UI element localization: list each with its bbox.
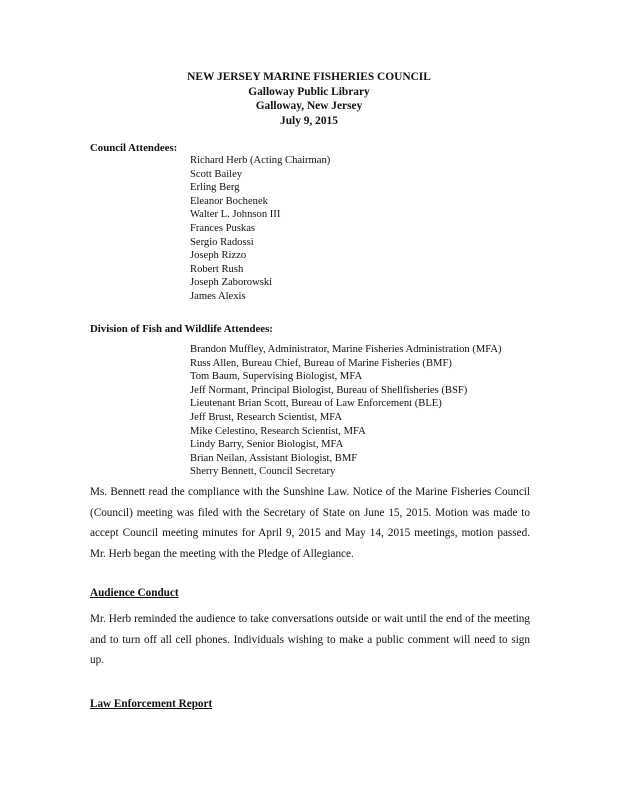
list-item: Russ Allen, Bureau Chief, Bureau of Marine Fisheries (BMF)	[190, 357, 452, 369]
list-item: Richard Herb (Acting Chairman)	[190, 155, 331, 166]
meeting-date: July 9, 2015	[280, 114, 338, 127]
list-item: Brian Neilan, Assistant Biologist, BMF	[190, 452, 358, 464]
list-item: Tom Baum, Supervising Biologist, MFA	[190, 371, 363, 383]
list-item: Sherry Bennett, Council Secretary	[190, 466, 336, 478]
division-attendees-label: Division of Fish and Wildlife Attendees:	[90, 323, 273, 335]
venue-location: Galloway, New Jersey	[255, 100, 363, 112]
audience-conduct-heading: Audience Conduct	[90, 587, 179, 599]
venue-name: Galloway Public Library	[248, 85, 370, 98]
list-item: Mike Celestino, Research Scientist, MFA	[190, 425, 366, 437]
audience-conduct-paragraph: Mr. Herb reminded the audience to take conversations outside or wait until the end of the meeting and to turn off all cell phones. Individuals wishing to make a public comment will need to sign up.	[90, 613, 530, 667]
division-attendees-list	[190, 343, 502, 479]
list-item: Eleanor Bochenek	[190, 195, 268, 207]
list-item: Joseph Rizzo	[190, 250, 247, 262]
list-item: James Alexis	[190, 290, 246, 302]
list-item: Robert Rush	[190, 263, 244, 275]
list-item: Sergio Radossi	[190, 236, 254, 248]
list-item: Erling Berg	[190, 182, 240, 194]
list-item: Lieutenant Brian Scott, Bureau of Law Enforcement (BLE)	[190, 398, 442, 410]
list-item: Lindy Barry, Senior Biologist, MFA	[190, 439, 344, 451]
list-item: Scott Bailey	[190, 168, 243, 180]
list-item: Joseph Zaborowski	[190, 277, 273, 289]
list-item: Frances Puskas	[190, 222, 256, 234]
list-item: Brandon Muffley, Administrator, Marine Fisheries Administration (MFA)	[190, 344, 502, 355]
list-item: Walter L. Johnson III	[190, 209, 281, 221]
council-attendees-list	[190, 154, 330, 304]
list-item: Jeff Brust, Research Scientist, MFA	[190, 411, 343, 423]
council-attendees-label: Council Attendees:	[90, 142, 178, 154]
council-name: NEW JERSEY MARINE FISHERIES COUNCIL	[187, 71, 431, 83]
law-enforcement-heading: Law Enforcement Report	[90, 698, 213, 710]
document-header	[0, 70, 618, 128]
intro-paragraph: Ms. Bennett read the compliance with the Sunshine Law. Notice of the Marine Fisheries Council (Council) meeting was filed with the Secretary of State on June 15, 2015. Motion was made to accept Council meeting minutes for April 9, 2015 and May 14, 2015 meetings, motion passed. Mr. Herb began the meeting with the Pledge of Allegiance.	[90, 486, 530, 560]
list-item: Jeff Normant, Principal Biologist, Bureau of Shellfisheries (BSF)	[190, 384, 468, 396]
